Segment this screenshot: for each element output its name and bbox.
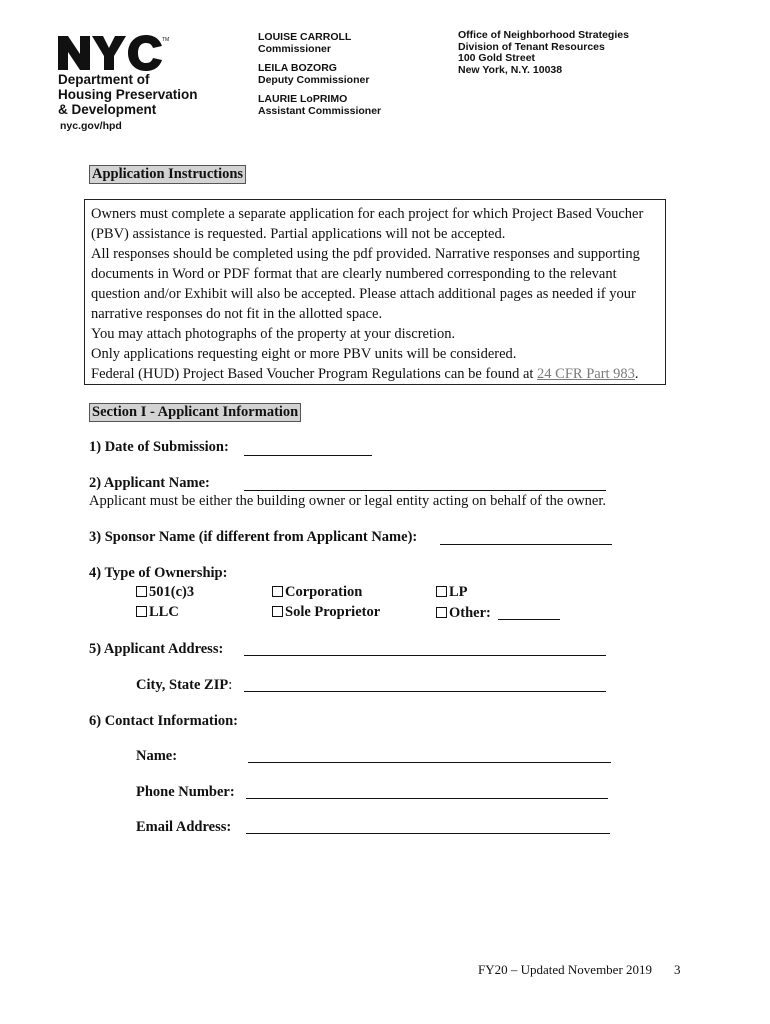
page-number: 3 xyxy=(674,962,681,977)
instruction-line: question and/or Exhibit will also be accepted. Please attach additional pages as needed if your xyxy=(91,286,636,302)
svg-text:TM: TM xyxy=(162,37,170,43)
option-label: Sole Proprietor xyxy=(285,604,381,620)
option-lp[interactable] xyxy=(436,584,468,601)
date-of-submission-label: 1) Date of Submission: xyxy=(89,439,229,455)
checkbox[interactable] xyxy=(436,586,447,597)
instructions-heading: Application Instructions xyxy=(89,165,246,184)
official-title: Assistant Commissioner xyxy=(258,104,382,117)
date-of-submission-field[interactable] xyxy=(244,455,372,456)
cfr-link[interactable]: 24 CFR Part 983 xyxy=(537,366,635,382)
contact-name-field[interactable] xyxy=(248,762,611,763)
department-name xyxy=(58,72,198,117)
ownership-type-label: 4) Type of Ownership: xyxy=(89,565,228,581)
regulation-text: Federal (HUD) Project Based Voucher Program Regulations can be found at xyxy=(91,366,538,382)
period: . xyxy=(634,366,639,382)
phone-number-field[interactable] xyxy=(246,798,608,799)
office-line: Division of Tenant Resources xyxy=(458,40,605,53)
option-label: LLC xyxy=(149,604,179,620)
contact-name-label: Name: xyxy=(136,748,178,764)
email-address-label: Email Address: xyxy=(136,819,232,835)
option-label: Other: xyxy=(449,605,491,621)
section-heading: Section I - Applicant Information xyxy=(89,403,301,422)
applicant-address-label: 5) Applicant Address: xyxy=(89,641,224,657)
city-state-zip-label xyxy=(136,677,232,694)
instruction-line: All responses should be completed using the pdf provided. Narrative responses and supporting xyxy=(91,246,640,262)
option-corporation[interactable] xyxy=(272,584,362,601)
phone-number-label: Phone Number: xyxy=(136,784,235,800)
instruction-line: documents in Word or PDF format that are clearly numbered corresponding to the relevant xyxy=(91,266,617,282)
applicant-name-field[interactable] xyxy=(244,490,606,491)
office-line: New York, N.Y. 10038 xyxy=(458,63,563,76)
department-line: Housing Preservation xyxy=(58,87,198,102)
contact-information-label: 6) Contact Information: xyxy=(89,713,239,729)
instruction-line: Only applications requesting eight or more PBV units will be considered. xyxy=(91,346,517,362)
official-name: LEILA BOZORG xyxy=(258,62,337,74)
checkbox[interactable] xyxy=(136,606,147,617)
option-label: 501(c)3 xyxy=(149,584,195,600)
option-label: LP xyxy=(449,584,468,600)
checkbox[interactable] xyxy=(136,586,147,597)
applicant-note: Applicant must be either the building owner or legal entity acting on behalf of the owner. xyxy=(89,493,607,509)
instruction-line: Owners must complete a separate application for each project for which Project Based Voucher xyxy=(91,206,644,222)
instruction-line xyxy=(91,364,659,384)
instructions-box xyxy=(84,199,666,385)
department-line: Department of xyxy=(58,72,150,87)
option-llc[interactable] xyxy=(136,604,179,621)
instruction-line: (PBV) assistance is requested. Partial applications will not be accepted. xyxy=(91,226,506,242)
option-label: Corporation xyxy=(285,584,363,600)
city-label-text: City, State ZIP xyxy=(136,677,229,693)
official-name: LOUISE CARROLL xyxy=(258,31,352,43)
sponsor-name-field[interactable] xyxy=(440,544,612,545)
instruction-line: You may attach photographs of the property at your discretion. xyxy=(91,326,456,342)
footer-updated: FY20 – Updated November 2019 xyxy=(478,962,653,977)
department-line: & Development xyxy=(58,102,157,117)
checkbox[interactable] xyxy=(436,607,447,618)
official-title: Deputy Commissioner xyxy=(258,73,370,86)
checkbox[interactable] xyxy=(272,606,283,617)
office-line: Office of Neighborhood Strategies xyxy=(458,29,629,41)
officials-list xyxy=(258,32,381,117)
option-sole-proprietor[interactable] xyxy=(272,604,380,621)
city-state-zip-field[interactable] xyxy=(244,691,606,692)
website-link[interactable]: nyc.gov/hpd xyxy=(60,120,122,132)
instruction-line: narrative responses do not fit in the allotted space. xyxy=(91,306,383,322)
sponsor-name-label: 3) Sponsor Name (if different from Applicant Name): xyxy=(89,529,418,545)
email-address-field[interactable] xyxy=(246,833,610,834)
official-name: LAURIE LoPRIMO xyxy=(258,93,348,105)
colon: : xyxy=(228,677,233,693)
option-501c3[interactable] xyxy=(136,584,194,601)
official-title: Commissioner xyxy=(258,42,331,55)
nyc-logo xyxy=(58,32,170,72)
applicant-address-field[interactable] xyxy=(244,655,606,656)
checkbox[interactable] xyxy=(272,586,283,597)
other-ownership-field[interactable] xyxy=(498,619,560,620)
office-address xyxy=(458,30,629,76)
applicant-name-label: 2) Applicant Name: xyxy=(89,475,210,491)
option-other[interactable] xyxy=(436,605,491,622)
office-line: 100 Gold Street xyxy=(458,52,536,64)
